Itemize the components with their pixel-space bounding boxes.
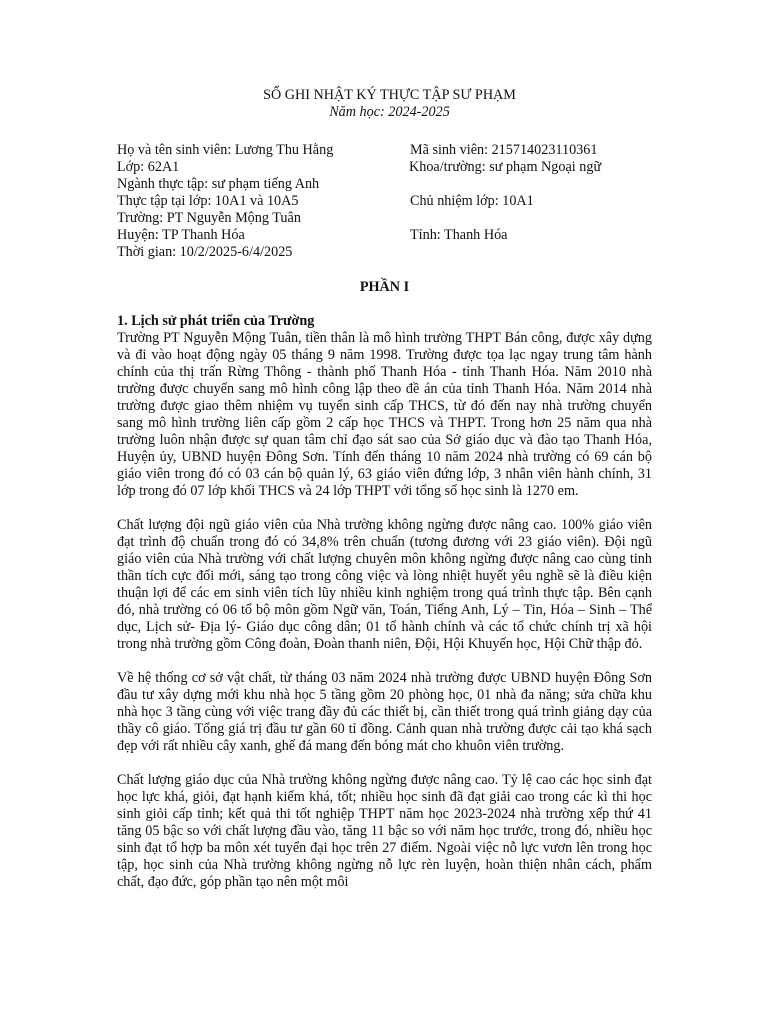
paragraph-education-quality: Chất lượng giáo dục của Nhà trường không ngừng được nâng cao. Tỷ lệ cao các học sinh đạt học lực khá, giỏi, đạt hạnh kiểm khá, tốt; nhiều học sinh đã đạt giải cao trong các kì thi học sinh giỏi cấp tỉnh; kết quả thi tốt nghiệp THPT năm học 2023-2024 nhà trường xếp thứ 41 tăng 05 bậc so với chất lượng đầu vào, tăng 11 bậc so với năm học trước, trong đó, nhiều học sinh đạt tổ hợp ba môn xét tuyển đại học trên 27 điểm. Ngoài việc nỗ lực vươn lên trong học tập, học sinh của Nhà trường không ngừng nỗ lực rèn luyện, hoàn thiện nhân cách, phẩm chất, đạo đức, góp phần tạo nên một môi (117, 772, 652, 890)
section-heading: 1. Lịch sử phát triển của Trường (117, 313, 315, 329)
paragraph-facilities: Về hệ thống cơ sở vật chất, từ tháng 03 năm 2024 nhà trường được UBND huyện Đông Sơn đầu tư xây dựng mới khu nhà học 5 tầng gồm 20 phòng học, 01 nhà đa năng; sửa chữa khu nhà học 3 tầng cùng với việc trang đầy đủ các thiết bị, cần thiết trong quá trình giảng dạy của thầy cô giáo. Tổng giá trị đầu tư gần 60 tỉ đồng. Cảnh quan nhà trường được cải tạo khá sạch đẹp với rất nhiều cây xanh, ghế đá mang đến bóng mát cho khuôn viên trường. (117, 670, 652, 754)
student-id: Mã sinh viên: 215714023110361 (410, 142, 598, 158)
practice-period: Thời gian: 10/2/2025-6/4/2025 (117, 244, 293, 260)
info-row-period (117, 244, 652, 261)
student-info-block (117, 142, 652, 261)
part-heading: PHẦN I (359, 279, 410, 295)
info-row-district (117, 227, 652, 244)
paragraph-history: Trường PT Nguyễn Mộng Tuân, tiền thân là mô hình trường THPT Bán công, được xây dựng và đi vào hoạt động ngày 05 tháng 9 năm 1998. Trường được tọa lạc ngay trung tâm hành chính của thị trấn Rừng Thông - thành phố Thanh Hóa - tỉnh Thanh Hóa. Năm 2010 nhà trường được chuyển sang mô hình công lập theo đề án của tỉnh Thanh Hóa. Năm 2014 nhà trường được giao thêm nhiệm vụ tuyển sinh cấp THCS, từ đó đến nay nhà trường chuyển sang mô hình trường liên cấp gồm 2 cấp học THCS và THPT. Trong hơn 25 năm qua nhà trường luôn nhận được sự quan tâm chỉ đạo sát sao của Sở giáo dục và đào tạo Thanh Hóa, Huyện ủy, UBND huyện Đông Sơn. Tính đến tháng 10 năm 2024 nhà trường có 69 cán bộ giáo viên trong đó có 03 cán bộ quản lý, 63 giáo viên đứng lớp, 3 nhân viên hành chính, 31 lớp trong đó 07 lớp khối THCS và 24 lớp THPT với tổng số học sinh là 1270 em. (117, 330, 652, 499)
document-page (117, 87, 652, 891)
student-faculty: Khoa/trường: sư phạm Ngoại ngữ (409, 159, 602, 175)
info-row-name (117, 142, 652, 159)
homeroom-class: Chủ nhiệm lớp: 10A1 (410, 193, 534, 209)
district-name: Huyện: TP Thanh Hóa (117, 227, 245, 243)
province-name: Tỉnh: Thanh Hóa (410, 227, 508, 243)
student-name: Họ và tên sinh viên: Lương Thu Hằng (117, 142, 334, 158)
info-row-school (117, 210, 652, 227)
practice-classes: Thực tập tại lớp: 10A1 và 10A5 (117, 193, 299, 209)
student-major: Ngành thực tập: sư phạm tiếng Anh (117, 176, 320, 192)
school-name: Trường: PT Nguyễn Mộng Tuân (117, 210, 301, 226)
info-row-major (117, 176, 652, 193)
document-title: SỔ GHI NHẬT KÝ THỰC TẬP SƯ PHẠM (263, 87, 516, 103)
info-row-practice (117, 193, 652, 210)
document-subtitle: Năm học: 2024-2025 (329, 104, 450, 120)
paragraph-teachers: Chất lượng đội ngũ giáo viên của Nhà trường không ngừng được nâng cao. 100% giáo viên đạt trình độ chuẩn trong đó có 34,8% trên chuẩn (tương đương với 23 giáo viên). Đội ngũ giáo viên của Nhà trường với chất lượng chuyên môn không ngừng được nâng cao cùng tinh thần tích cực đổi mới, sáng tạo trong công việc và lòng nhiệt huyết yêu nghề sẽ là điều kiện thuận lợi để các em sinh viên tích lũy nhiều kinh nghiệm trong quá trình thực tập. Bên cạnh đó, nhà trường có 06 tổ bộ môn gồm Ngữ văn, Toán, Tiếng Anh, Lý – Tin, Hóa – Sinh – Thể dục, Lịch sử- Địa lý- Giáo dục công dân; 01 tổ hành chính và các tổ chức chính trị xã hội trong nhà trường gồm Công đoàn, Đoàn thanh niên, Đội, Hội Khuyến học, Hội Chữ thập đỏ. (117, 517, 652, 652)
student-class: Lớp: 62A1 (117, 159, 180, 175)
info-row-class (117, 159, 652, 176)
